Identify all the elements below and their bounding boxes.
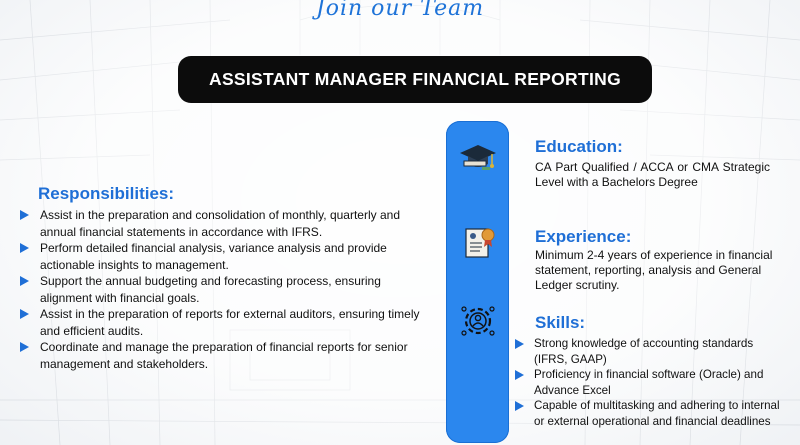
job-title: ASSISTANT MANAGER FINANCIAL REPORTING <box>209 69 621 89</box>
list-item: Proficiency in financial software (Oracle) and Advance Excel <box>514 367 784 398</box>
arrow-bullet-icon <box>20 342 29 352</box>
list-item: Support the annual budgeting and forecasting process, ensuring alignment with financial goals. <box>18 273 432 306</box>
graduation-cap-icon <box>458 137 498 177</box>
experience-text: Minimum 2-4 years of experience in financial statement, reporting, analysis and General Ledger scrutiny. <box>535 248 773 292</box>
education-text: CA Part Qualified / ACCA or CMA Strategic Level with a Bachelors Degree <box>535 160 770 189</box>
arrow-bullet-icon <box>20 276 29 286</box>
arrow-bullet-icon <box>515 339 524 349</box>
icon-column <box>446 121 509 443</box>
gear-people-icon <box>458 301 498 341</box>
arrow-bullet-icon <box>515 401 524 411</box>
responsibilities-list <box>18 207 432 372</box>
arrow-bullet-icon <box>20 210 29 220</box>
skills-heading: Skills: <box>535 313 586 332</box>
arrow-bullet-icon <box>515 370 524 380</box>
list-item: Capable of multitasking and adhering to internal or external operational and financial deadlines <box>514 398 784 429</box>
responsibilities-heading: Responsibilities: <box>38 184 175 203</box>
list-item: Strong knowledge of accounting standards (IFRS, GAAP) <box>514 336 784 367</box>
list-item: Assist in the preparation of reports for external auditors, ensuring timely and efficient audits. <box>18 306 432 339</box>
job-title-banner <box>178 56 652 103</box>
skills-list <box>514 336 784 429</box>
join-our-team-script: Join our Team <box>315 0 485 21</box>
certificate-icon <box>458 223 498 263</box>
arrow-bullet-icon <box>20 243 29 253</box>
education-heading: Education: <box>535 137 623 156</box>
list-item: Perform detailed financial analysis, variance analysis and provide actionable insights to management. <box>18 240 432 273</box>
list-item: Coordinate and manage the preparation of financial reports for senior management and stakeholders. <box>18 339 432 372</box>
experience-heading: Experience: <box>535 227 632 246</box>
arrow-bullet-icon <box>20 309 29 319</box>
list-item: Assist in the preparation and consolidation of monthly, quarterly and annual financial statements in accordance with IFRS. <box>18 207 432 240</box>
